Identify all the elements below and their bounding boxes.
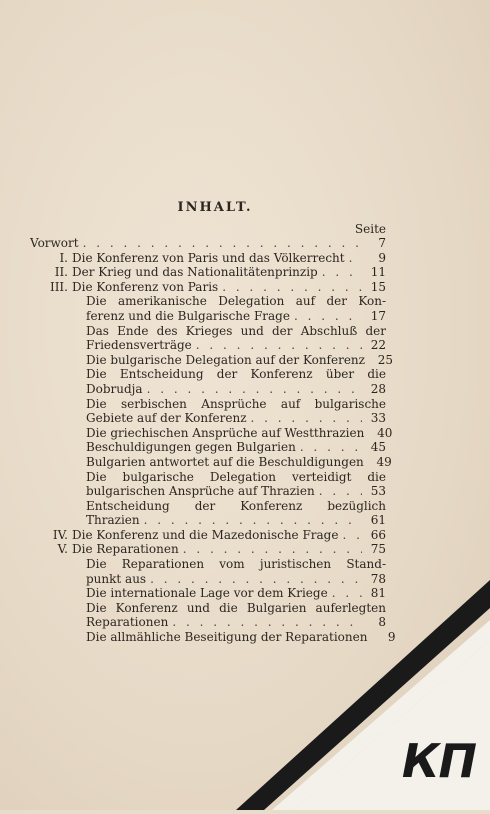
toc-entry-text-continued: Reparationen (86, 615, 169, 630)
toc-entry-page: 17 (370, 308, 386, 323)
toc-leader-dots (183, 542, 362, 557)
toc-entry-text-continued: Thrazien (86, 513, 140, 528)
toc-entry-text: Das Ende des Krieges und der Abschluß der (86, 323, 386, 338)
toc-entry-page: 33 (370, 411, 386, 426)
toc-entry-line (86, 513, 386, 528)
toc-entry-text: Bulgarien antwortet auf die Beschuldigungen (86, 454, 364, 469)
toc-entry-text: Die Konferenz und die Bulgarien auferlegten (86, 600, 386, 615)
toc-entry-number: II. (54, 265, 68, 280)
toc-entry-text: Die Konferenz von Paris und das Völkerrecht (72, 250, 345, 265)
toc-entry-page: 61 (370, 513, 386, 528)
toc-entry (30, 324, 386, 353)
toc-entry-text: Beschuldigungen gegen Bulgarien (86, 440, 296, 455)
toc-title: INHALT. (177, 200, 253, 215)
toc-entry-line (30, 236, 386, 251)
toc-entry-line (72, 251, 386, 266)
toc-entry-number: IV. (52, 527, 68, 542)
toc-entry-text: Die Reparationen vom juristischen Stand- (86, 557, 386, 572)
toc-entry-page: 81 (370, 586, 386, 601)
toc-entry-page: 22 (370, 338, 386, 353)
toc-entry-text: Die bulgarische Delegation auf der Konferenz (86, 352, 365, 367)
toc-entry-text: Die internationale Lage vor dem Kriege (86, 586, 328, 601)
toc-entry-text: Die bulgarische Delegation verteidigt die (86, 469, 386, 484)
page-column-header: Seite (354, 222, 386, 236)
toc-entry (30, 499, 386, 528)
toc-entry (30, 294, 386, 323)
toc-entry-page: 66 (370, 527, 386, 542)
toc-leader-dots (196, 338, 362, 353)
toc-entry (30, 454, 392, 470)
toc-entry-text-continued: punkt aus (86, 571, 147, 586)
toc-entry-page: 9 (387, 630, 396, 645)
toc-entry-page: 25 (377, 352, 393, 367)
toc-entry-line (86, 484, 386, 499)
logo-text: КП (401, 734, 476, 788)
publisher-logo (236, 580, 490, 810)
toc-entry-text: Die allmähliche Beseitigung der Reparationen (86, 630, 368, 645)
toc-entry-text: Die Konferenz von Paris (72, 279, 219, 294)
toc-entry-number: III. (49, 279, 68, 294)
toc-entry-number: I. (59, 250, 68, 265)
toc-leader-dots (222, 280, 362, 295)
toc-entry-page: 15 (370, 279, 386, 294)
toc-entry-text: Die Konferenz und die Mazedonische Frage (72, 527, 339, 542)
toc-entry-page: 8 (378, 615, 386, 630)
toc-entry-page: 75 (370, 542, 386, 557)
toc-entry (30, 367, 386, 396)
toc-leader-dots (251, 411, 362, 426)
toc-entry-line (86, 411, 386, 426)
toc-entry-page: 7 (378, 236, 386, 250)
toc-entry-line (86, 454, 392, 470)
toc-entry-text: Die griechischen Ansprüche auf Westthrazien (86, 425, 365, 440)
toc-entry-page: 11 (370, 265, 386, 280)
toc-entry-line (72, 528, 386, 543)
toc-entry (30, 542, 386, 557)
toc-entry-text: Entscheidung der Konferenz bezüglich (86, 498, 386, 513)
toc-entry (30, 440, 386, 455)
toc-entry-text: Vorwort (30, 236, 79, 250)
toc-entry (30, 352, 393, 368)
toc-leader-dots (294, 309, 362, 324)
toc-entry-text-continued: Gebiete auf der Konferenz (86, 411, 247, 426)
toc-entry (30, 470, 386, 499)
toc-entry-text: Die amerikanische Delegation auf der Kon- (86, 294, 386, 309)
toc-entry-text: Die serbischen Ansprüche auf bulgarische (86, 396, 386, 411)
toc-leader-dots (300, 440, 362, 455)
toc-entry-line (86, 309, 386, 324)
toc-leader-dots (349, 251, 362, 266)
toc-entry-page: 78 (370, 571, 386, 586)
toc-entry (30, 236, 386, 251)
toc-entry-page: 53 (370, 484, 386, 499)
toc-entry (30, 280, 386, 295)
toc-entry-page: 40 (377, 425, 393, 440)
toc-entry-text: Die Entscheidung der Konferenz über die (86, 367, 386, 382)
toc-entry-page: 45 (370, 440, 386, 455)
toc-entry-text-continued: Dobrudja (86, 381, 143, 396)
toc-leader-dots (83, 236, 362, 251)
toc-entry-page: 28 (370, 381, 386, 396)
toc-entry-line (72, 280, 386, 295)
toc-entry (30, 265, 386, 280)
toc-leader-dots (342, 528, 362, 543)
toc-entry-line (72, 542, 386, 557)
toc-entry (30, 528, 386, 543)
toc-entry-text: Die Reparationen (72, 542, 179, 557)
toc-entry-line (86, 440, 386, 455)
toc-entry-text-continued: bulgarischen Ansprüche auf Thrazien (86, 484, 315, 499)
toc-leader-dots (144, 513, 362, 528)
toc-entry-line (72, 265, 386, 280)
toc-leader-dots (319, 484, 362, 499)
toc-leader-dots (322, 265, 362, 280)
toc-leader-dots (147, 382, 362, 397)
toc-entry (30, 251, 386, 266)
toc-entry-number: V. (57, 542, 68, 557)
toc-entry-line (86, 338, 386, 353)
toc-entry-text-continued: Friedensverträge (86, 338, 192, 353)
toc-entry-text-continued: ferenz und die Bulgarische Frage (86, 308, 290, 323)
toc-entry-line (86, 382, 386, 397)
toc-entry-page: 9 (378, 250, 386, 265)
toc-entry-text: Der Krieg und das Nationalitätenprinzip (72, 265, 318, 280)
toc-entry (30, 425, 393, 441)
toc-entry-page: 49 (376, 454, 392, 469)
toc-entry (30, 397, 386, 426)
toc-entry-line (86, 352, 393, 368)
toc-entry-line (86, 425, 393, 441)
